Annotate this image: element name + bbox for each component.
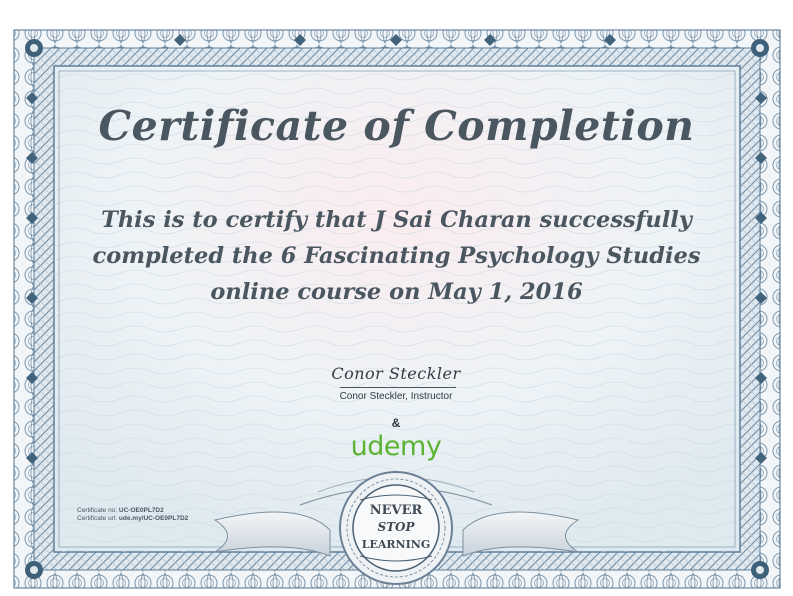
udemy-logo: udemy — [350, 431, 442, 462]
certificate-meta — [77, 507, 188, 523]
certificate-url-value[interactable]: ude.my/UC-OE0PL7D2 — [118, 515, 189, 522]
statement-line-1: This is to certify that J Sai Charan successfully — [101, 207, 692, 233]
seal-word-never: NEVER — [369, 503, 423, 518]
certificate-url-label: Certificate url: — [77, 515, 118, 522]
certificate-title: Certificate of Completion — [98, 102, 695, 150]
certificate-number-value: UC-OE0PL7D2 — [118, 507, 164, 514]
ampersand: & — [391, 416, 401, 430]
certificate-number — [77, 507, 188, 515]
seal-word-stop: STOP — [377, 520, 415, 534]
certificate-statement — [60, 202, 733, 310]
instructor-signature: Conor Steckler — [331, 364, 461, 383]
seal-word-learning: LEARNING — [361, 538, 431, 551]
certificate-number-label: Certificate no: — [77, 507, 118, 514]
certificate-url — [77, 515, 188, 523]
signature-line — [340, 387, 456, 388]
instructor-label: Conor Steckler, Instructor — [339, 391, 453, 402]
statement-line-2: completed the 6 Fascinating Psychology Studies — [92, 243, 701, 269]
statement-line-3: online course on May 1, 2016 — [210, 279, 583, 305]
